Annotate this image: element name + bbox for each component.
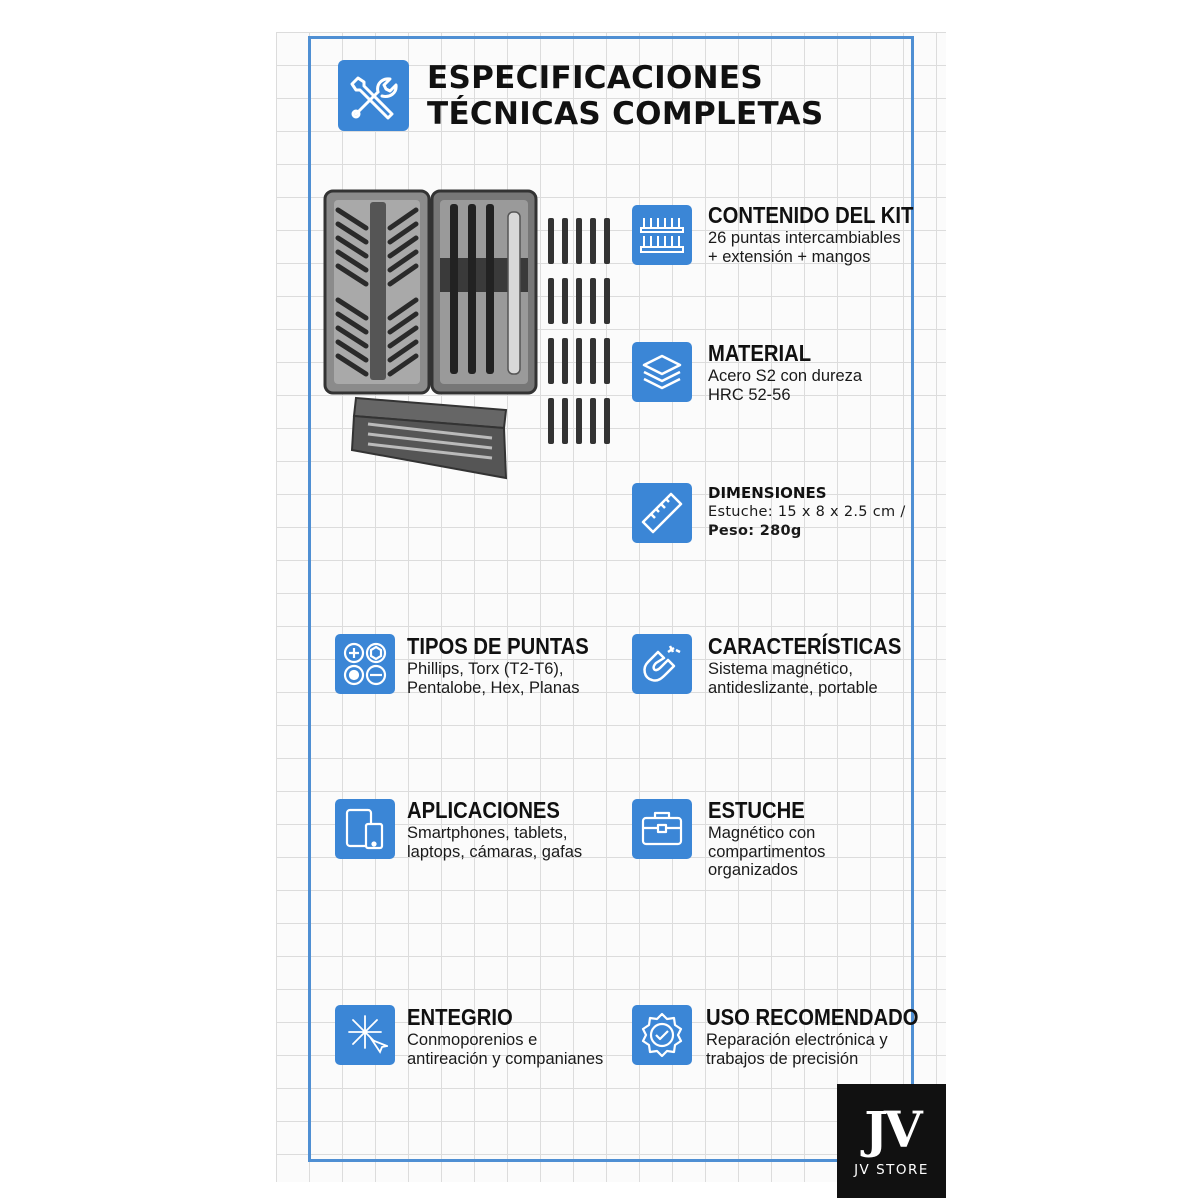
spec-title: APLICACIONES [407, 797, 560, 823]
spark-cursor-icon [335, 1005, 395, 1065]
spec-title: USO RECOMENDADO [706, 1004, 919, 1030]
spec-tipos [407, 633, 614, 697]
badge-check-icon [632, 1005, 692, 1065]
logo-text: JV STORE [854, 1162, 929, 1178]
logo-mark: JV [864, 1100, 919, 1159]
magnet-icon [632, 634, 692, 694]
spec-estuche [708, 797, 825, 880]
spec-title: TIPOS DE PUNTAS [407, 633, 589, 659]
spec-uso [706, 1004, 948, 1068]
spec-caracteristicas [708, 633, 928, 697]
page-title [427, 60, 823, 132]
screw-heads-icon [335, 634, 395, 694]
spec-title: ESTUCHE [708, 797, 805, 823]
briefcase-icon [632, 799, 692, 859]
spec-description: 26 puntas intercambiables + extensión + mangos [708, 229, 901, 266]
spec-aplicaciones [407, 797, 582, 861]
jv-store-logo [837, 1084, 946, 1198]
spec-description: Conmoporenios e antireación y companianes [407, 1031, 604, 1068]
spec-title: MATERIAL [708, 340, 812, 366]
devices-icon [335, 799, 395, 859]
title-line-2: TÉCNICAS COMPLETAS [427, 96, 824, 132]
layers-icon [632, 342, 692, 402]
spec-description: Reparación electrónica y trabajos de precisión [706, 1031, 888, 1068]
spec-dimensiones [708, 484, 906, 541]
spec-description: Sistema magnético, antideslizante, portable [708, 660, 878, 697]
spec-title: DIMENSIONES [708, 484, 827, 502]
spec-title: ENTEGRIO [407, 1004, 513, 1030]
spec-entegrio [407, 1004, 603, 1068]
spec-description: Smartphones, tablets, laptops, cámaras, gafas [407, 824, 583, 861]
product-illustration [322, 188, 622, 484]
spec-title: CARACTERÍSTICAS [708, 633, 902, 659]
bits-icon [632, 205, 692, 265]
spec-description: Acero S2 con dureza HRC 52-56 [708, 367, 863, 404]
spec-title: CONTENIDO DEL KIT [708, 202, 914, 228]
spec-description: Magnético con compartimentos organizados [708, 824, 826, 879]
spec-description: Phillips, Torx (T2-T6), Pentalobe, Hex, Planas [407, 660, 580, 697]
spec-material [708, 340, 862, 404]
tools-icon [338, 60, 409, 131]
spec-description: Estuche: 15 x 8 x 2.5 cm / Peso: 280g [708, 504, 906, 539]
ruler-icon [632, 483, 692, 543]
spec-contenido [708, 202, 941, 266]
title-line-1: ESPECIFICACIONES [427, 60, 764, 96]
